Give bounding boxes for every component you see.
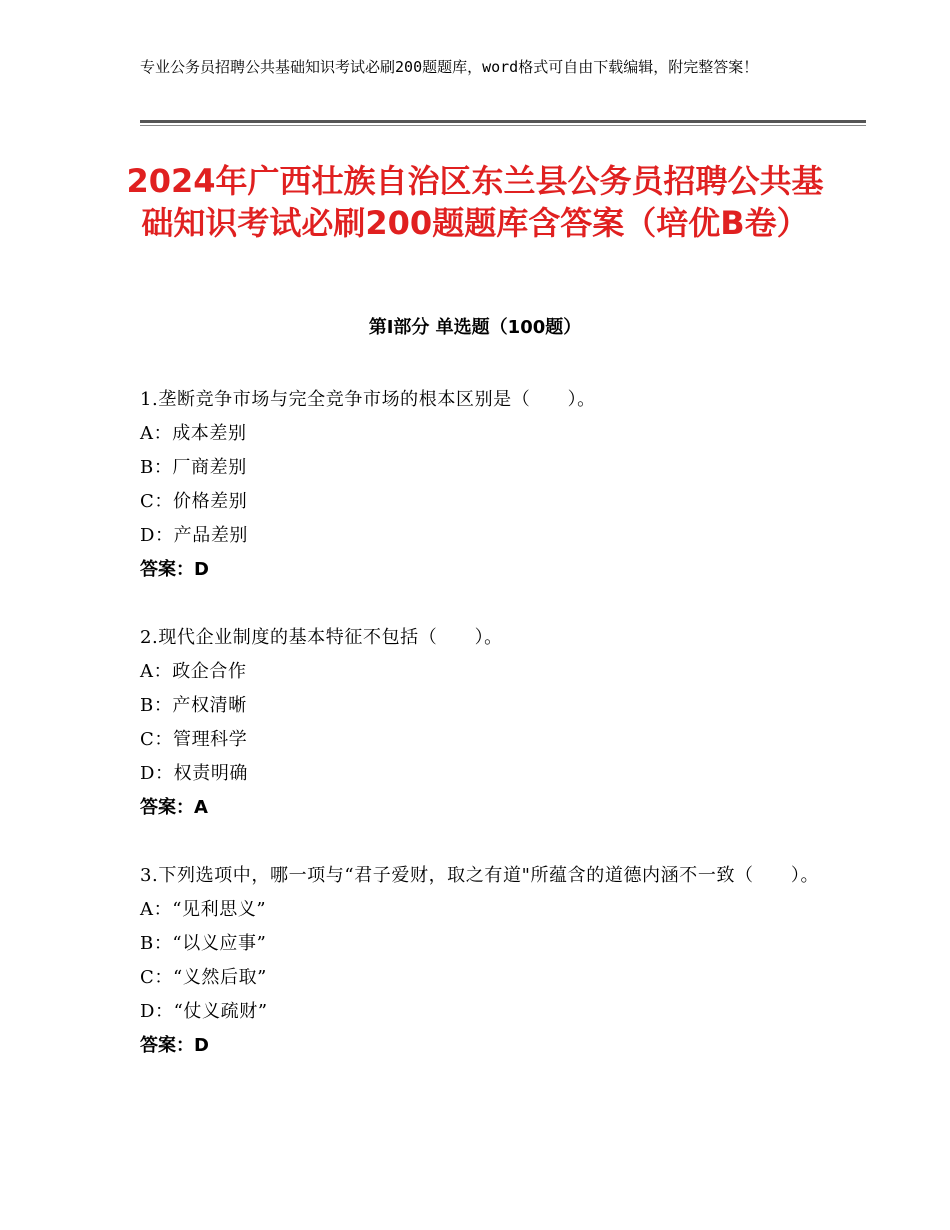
question-stem: 3.下列选项中，哪一项与“君子爱财，取之有道"所蕴含的道德内涵不一致（ ）。 [140, 865, 820, 886]
option-b: B：“以义应事” [140, 933, 267, 954]
header-divider-thick [140, 120, 866, 123]
option-a: A：政企合作 [140, 661, 247, 682]
option-b: B：产权清晰 [140, 695, 247, 716]
option-b: B：厂商差别 [140, 457, 247, 478]
answer: 答案：A [140, 797, 208, 818]
option-c: C：管理科学 [140, 729, 248, 750]
header-note: 专业公务员招聘公共基础知识考试必刷200题题库，word格式可自由下载编辑，附完整答案！ [140, 58, 759, 76]
option-a: A：“见利思义” [140, 899, 267, 920]
question-2 [140, 621, 820, 825]
option-d: D：权责明确 [140, 763, 249, 784]
question-stem: 2.现代企业制度的基本特征不包括（ ）。 [140, 627, 503, 648]
question-stem: 1.垄断竞争市场与完全竞争市场的根本区别是（ ）。 [140, 389, 596, 410]
answer: 答案：D [140, 559, 209, 580]
option-d: D：产品差别 [140, 525, 249, 546]
option-d: D：“仗义疏财” [140, 1001, 268, 1022]
section-title: 第Ⅰ部分 单选题（100题） [368, 317, 582, 338]
option-c: C：价格差别 [140, 491, 248, 512]
question-3 [140, 859, 820, 1063]
question-list [140, 383, 820, 1097]
option-a: A：成本差别 [140, 423, 247, 444]
question-1 [140, 383, 820, 587]
answer: 答案：D [140, 1035, 209, 1056]
document-title: 2024年广西壮族自治区东兰县公务员招聘公共基础知识考试必刷200题题库含答案（培优B卷） [126, 162, 824, 242]
option-c: C：“义然后取” [140, 967, 267, 988]
header-divider-thin [140, 125, 866, 126]
